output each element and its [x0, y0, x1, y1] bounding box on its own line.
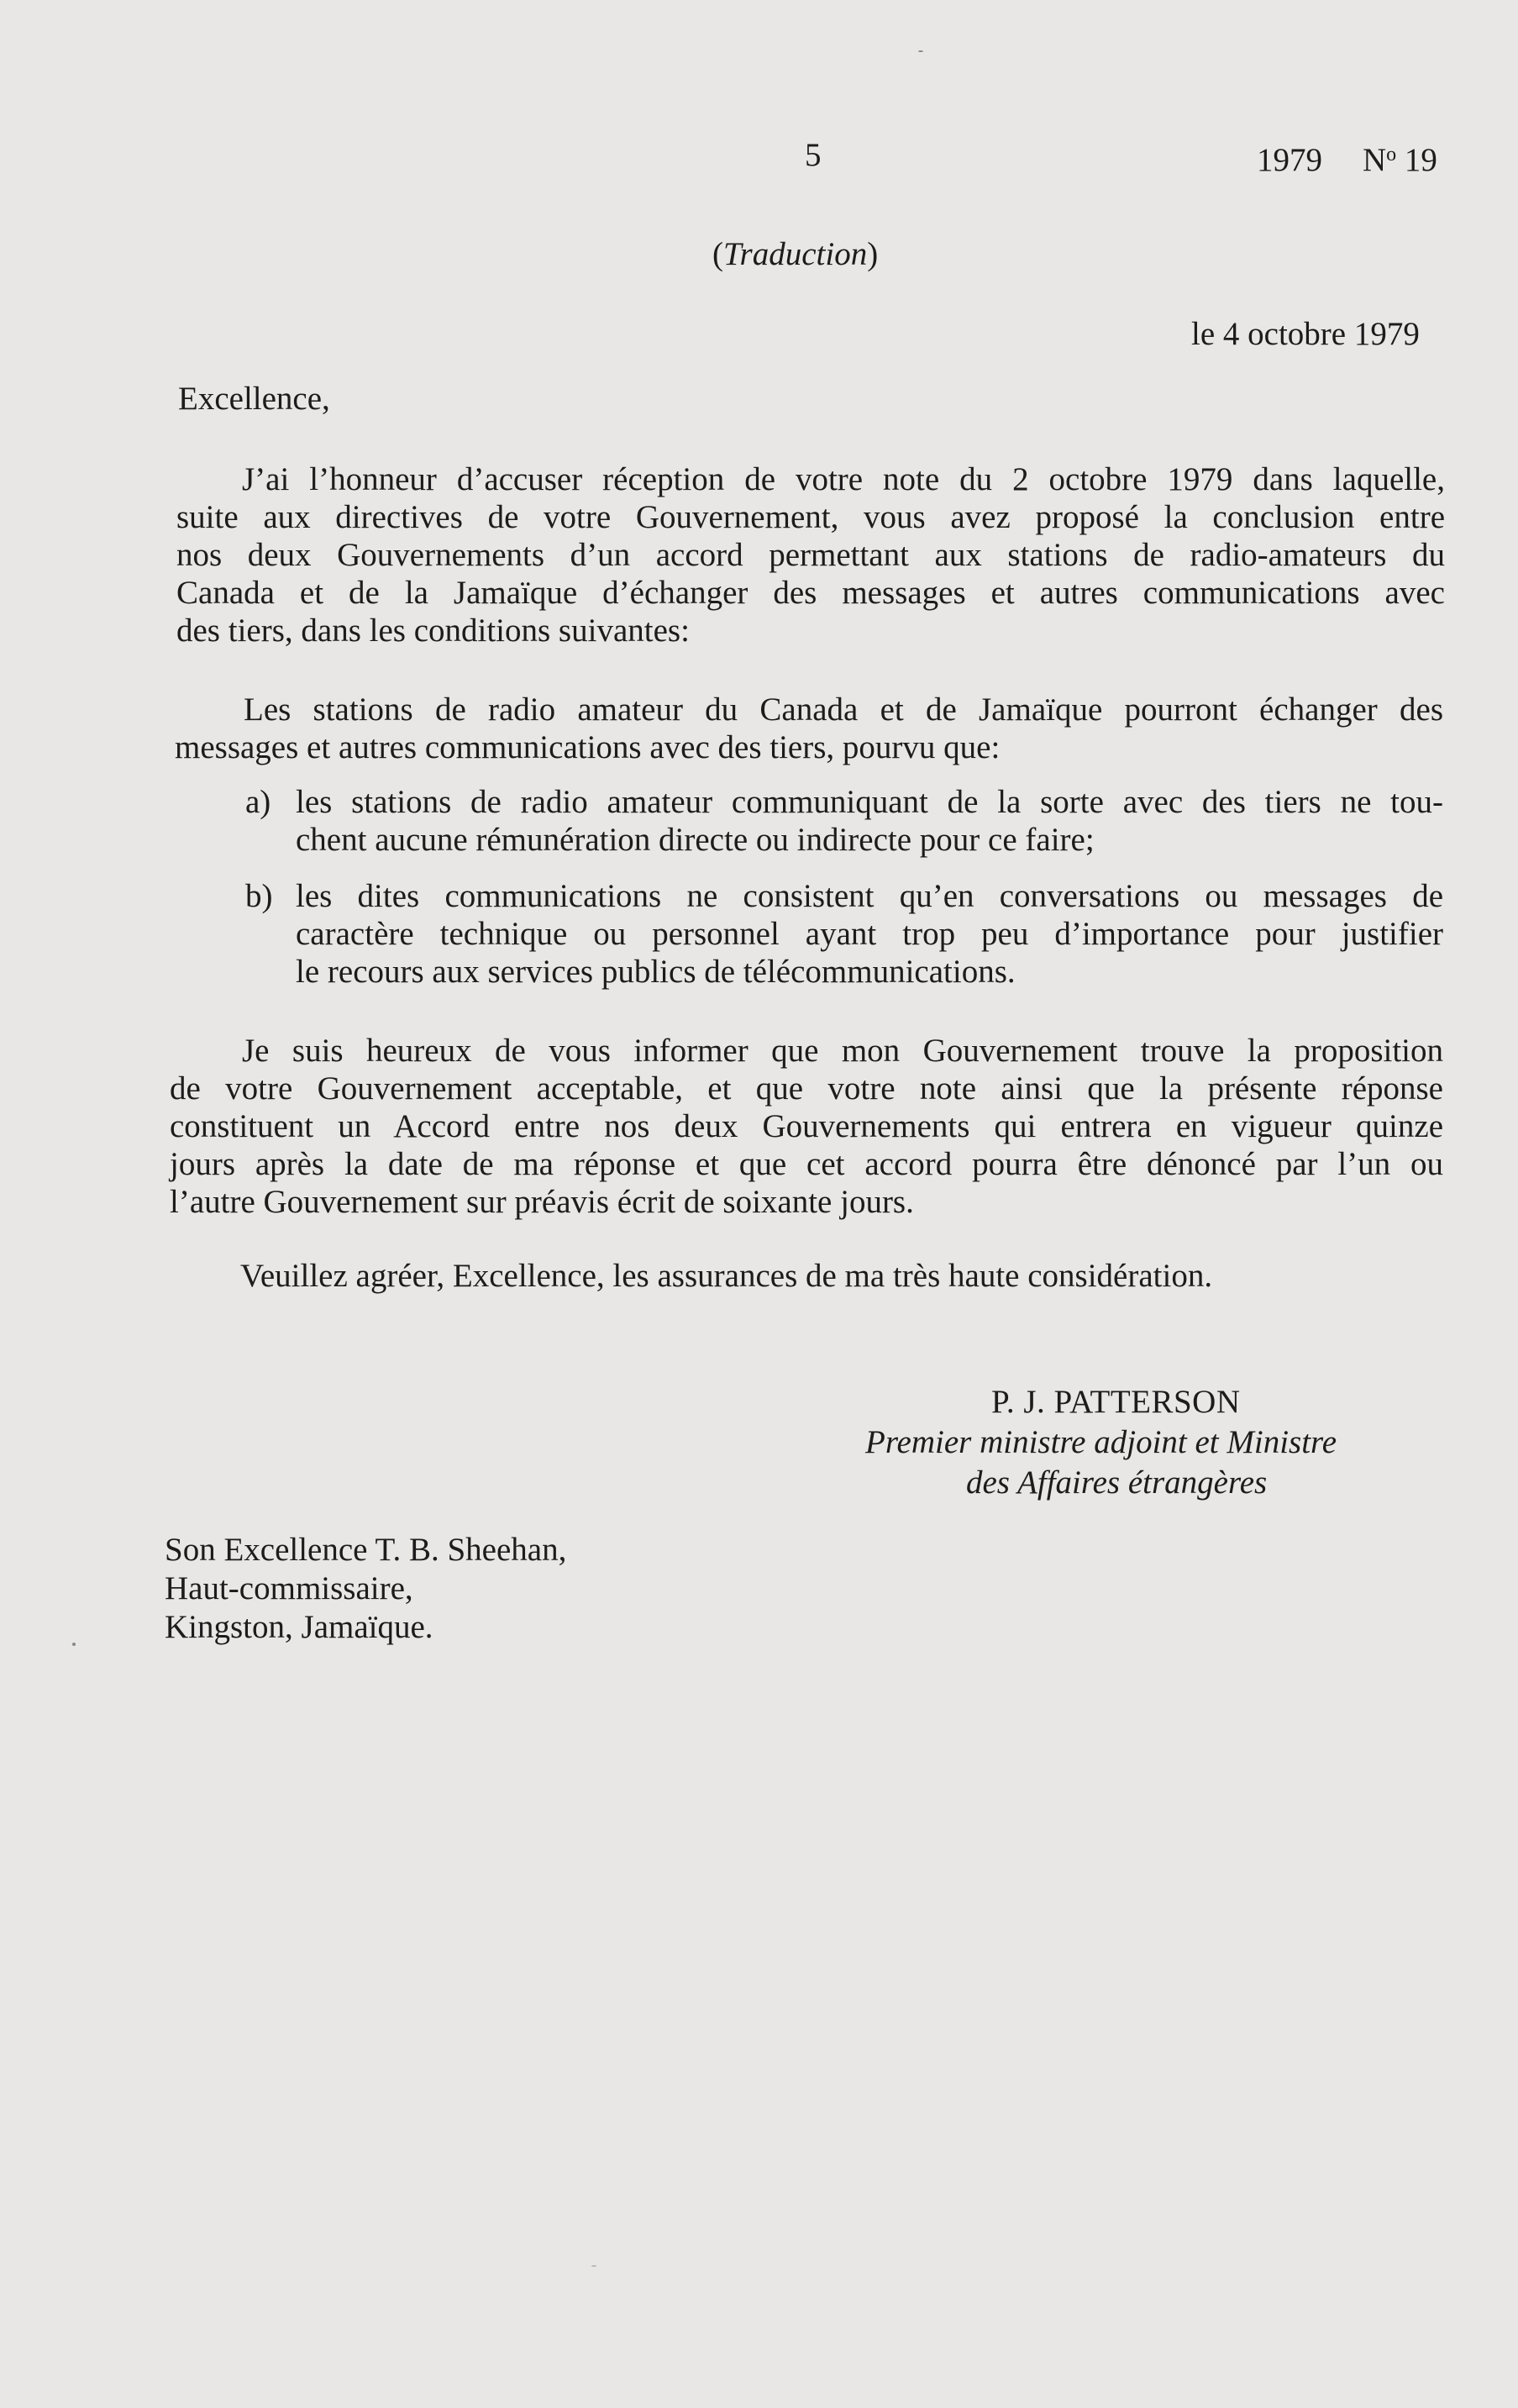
- condition-line: caractère technique ou personnel ayant trop peu d’importance pour justifier: [296, 916, 1443, 952]
- paragraph-1-line: Canada et de la Jamaïque d’échanger des messages et autres communications avec: [176, 575, 1445, 611]
- scan-speck: [591, 2265, 596, 2267]
- translation-label: (Traduction): [712, 236, 879, 272]
- condition-a-text: [296, 783, 1443, 859]
- paragraph-2: [175, 691, 1443, 766]
- translation-label-text: Traduction: [723, 236, 868, 272]
- paragraph-1-line: nos deux Gouvernements d’un accord permettant aux stations de radio-amateurs du: [176, 537, 1445, 573]
- addressee-line1: Son Excellence T. B. Sheehan,: [165, 1532, 567, 1568]
- paragraph-3-line: Je suis heureux de vous informer que mon Gouvernement trouve la proposition: [242, 1033, 1443, 1069]
- paragraph-2-line: messages et autres communications avec des tiers, pourvu que:: [175, 729, 1001, 765]
- paragraph-1-line: J’ai l’honneur d’accuser réception de votre note du 2 octobre 1979 dans laquelle,: [242, 461, 1445, 497]
- condition-line: le recours aux services publics de télécommunications.: [296, 954, 1016, 990]
- paragraph-3-line: l’autre Gouvernement sur préavis écrit de soixante jours.: [170, 1184, 914, 1220]
- issue-label: $N^o$ 19: [1363, 142, 1437, 178]
- paragraph-3: [170, 1032, 1443, 1221]
- salutation: Excellence,: [178, 381, 330, 417]
- scan-speck: [72, 1643, 76, 1646]
- condition-b-text: [296, 877, 1443, 991]
- signature-title-line2: des Affaires étrangères: [966, 1464, 1268, 1501]
- condition-line: les dites communications ne consistent qu’en conversations ou messages de: [296, 878, 1443, 914]
- closing-formula: Veuillez agréer, Excellence, les assurances de ma très haute considération.: [240, 1258, 1213, 1294]
- signature-name: P. J. PATTERSON: [991, 1384, 1241, 1420]
- scan-speck: [918, 50, 923, 52]
- paragraph-3-line: constituent un Accord entre nos deux Gouvernements qui entrera en vigueur quinze: [170, 1108, 1443, 1144]
- paragraph-1: [176, 460, 1445, 649]
- signature-title-line1: Premier ministre adjoint et Ministre: [865, 1424, 1337, 1460]
- paragraph-1-line: suite aux directives de votre Gouvernement, vous avez proposé la conclusion entre: [176, 499, 1445, 535]
- addressee-line2: Haut-commissaire,: [165, 1570, 413, 1606]
- paragraph-2-line: Les stations de radio amateur du Canada et de Jamaïque pourront échanger des: [244, 691, 1443, 728]
- paragraph-3-line: de votre Gouvernement acceptable, et que votre note ainsi que la présente réponse: [170, 1070, 1443, 1107]
- paragraph-3-line: jours après la date de ma réponse et que cet accord pourra être dénoncé par l’un ou: [170, 1146, 1443, 1182]
- condition-marker: a): [245, 784, 271, 820]
- paragraph-1-line: des tiers, dans les conditions suivantes:: [176, 613, 690, 649]
- letter-date: le 4 octobre 1979: [1191, 316, 1420, 352]
- condition-line: chent aucune rémunération directe ou indirecte pour ce faire;: [296, 822, 1095, 858]
- condition-marker: b): [245, 878, 273, 914]
- year-number: 1979: [1257, 142, 1322, 178]
- condition-line: les stations de radio amateur communiquant de la sorte avec des tiers ne tou-: [296, 784, 1443, 820]
- page-number: 5: [805, 137, 822, 173]
- addressee-line3: Kingston, Jamaïque.: [165, 1609, 433, 1645]
